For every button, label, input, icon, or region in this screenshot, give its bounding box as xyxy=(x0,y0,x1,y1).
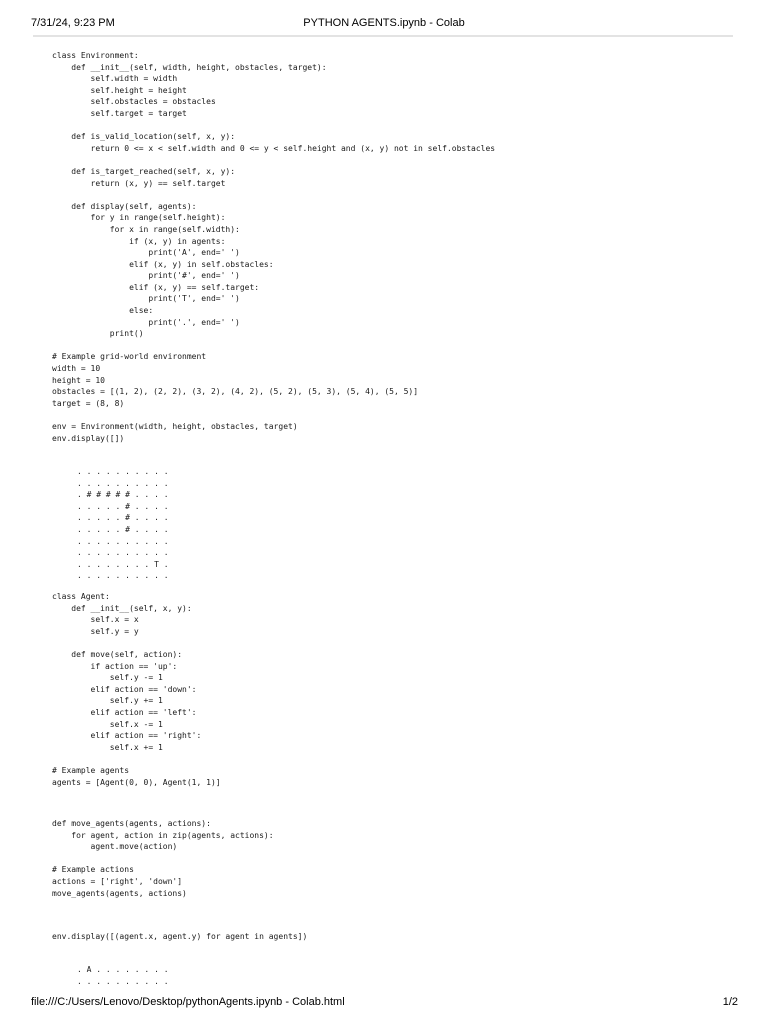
header-divider xyxy=(33,35,733,37)
code-cell-environment[interactable]: class Environment: def __init__(self, width, height, obstacles, target): self.width = width self.height = height self.obstacles = obstacles self.target = target def is_valid_location(self, x, y): return 0 <= x < self.width and 0 <= y < self.height and (x, y) not in self.obstacles def is_target_reached(self, x, y): return (x, y) == self.target def display(self, agents): for y in range(self.height): for x in range(self.width): if (x, y) in agents: print('A', end=' ') elif (x, y) in self.obstacles: print('#', end=' ') elif (x, y) == self.target: print('T', end=' ') else: print('.', end=' ') print() # Example grid-world environment width = 10 height = 10 obstacles = [(1, 2), (2, 2), (3, 2), (4, 2), (5, 2), (5, 3), (5, 4), (5, 5)] target = (8, 8) env = Environment(width, height, obstacles, target) env.display([]) xyxy=(52,51,496,443)
output-grid-initial: . . . . . . . . . . . . . . . . . . . . . # # # # # . . . . . . . . . # . . . . . . . . . # . . . . . . . . . # . . . . . . . . . . . . . . . . . . . . . . . . . . . . . . . . T . . . . . . . . . . . xyxy=(77,467,169,581)
output-grid-after-move: . A . . . . . . . . . . . . . . . . . . xyxy=(77,965,169,986)
page-title: PYTHON AGENTS.ipynb - Colab xyxy=(303,17,465,29)
code-cell-display[interactable]: env.display([(agent.x, agent.y) for agent in agents]) xyxy=(52,932,308,941)
file-path: file:///C:/Users/Lenovo/Desktop/pythonAgents.ipynb - Colab.html xyxy=(31,996,345,1008)
page-number: 1/2 xyxy=(722,996,738,1008)
print-datetime: 7/31/24, 9:23 PM xyxy=(31,17,115,29)
code-cell-agent[interactable]: class Agent: def __init__(self, x, y): self.x = x self.y = y def move(self, action): if action == 'up': self.y -= 1 elif action == 'down': self.y += 1 elif action == 'left': self.x -= 1 elif action == 'right': self.x += 1 # Example agents agents = [Agent(0, 0), Agent(1, 1)] xyxy=(52,592,221,787)
code-cell-move-agents[interactable]: def move_agents(agents, actions): for agent, action in zip(agents, actions): agent.move(action) # Example actions actions = ['right', 'down'] move_agents(agents, actions) xyxy=(52,819,274,898)
